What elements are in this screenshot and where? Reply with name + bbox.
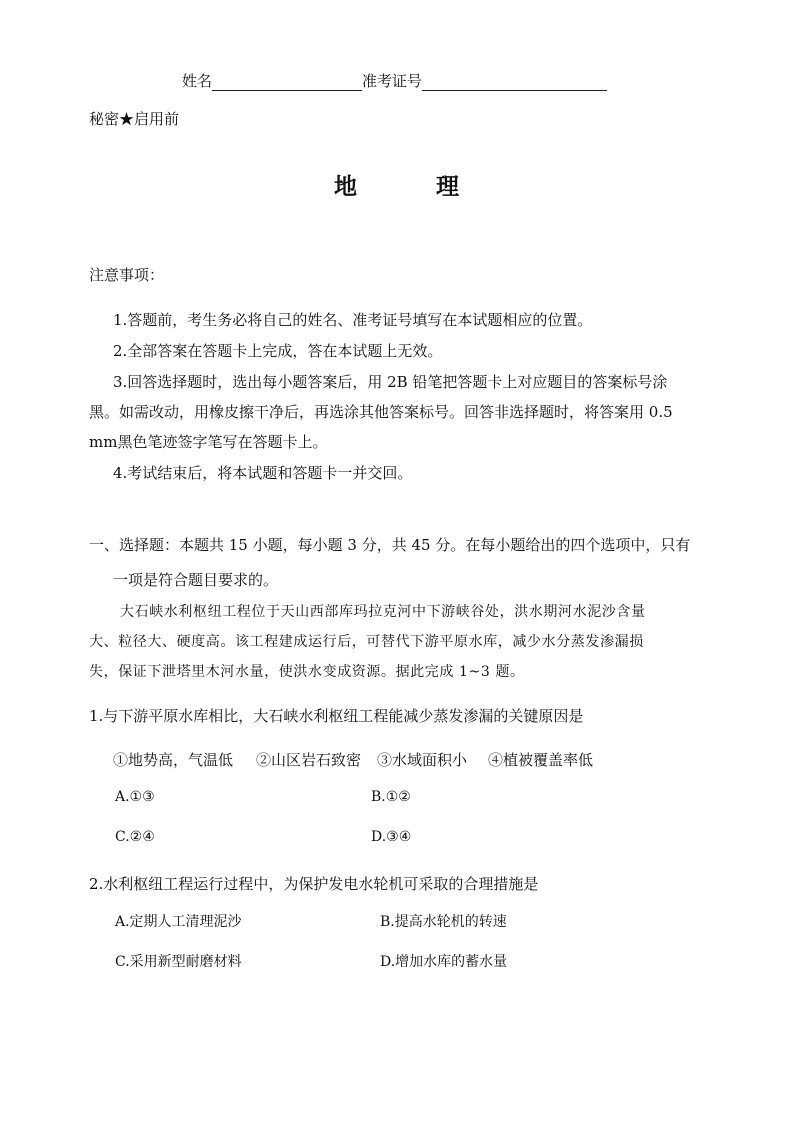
option-d[interactable]: D.③④ [371,829,412,845]
statement: ②山区岩石致密 [256,751,362,769]
passage-line: 大石峡水利枢纽工程位于天山西部库玛拉克河中下游峡谷处，洪水期河水泥沙含量 [120,604,646,620]
passage-line: 大、粒径大、硬度高。该工程建成运行后，可替代下游平原水库，减少水分蒸发渗漏损 [89,634,644,650]
option-c[interactable]: C.②④ [115,829,155,845]
option-c[interactable]: C.采用新型耐磨材料 [115,954,242,970]
name-label: 姓名 [182,72,213,90]
exam-title: 地 理 [334,173,487,200]
note-item: mm黑色笔迹签字笔写在答题卡上。 [89,433,328,451]
option-b[interactable]: B.①② [371,789,411,805]
option-a[interactable]: A.定期人工清理泥沙 [115,914,242,930]
note-item: 黑。如需改动，用橡皮擦干净后，再选涂其他答案标号。回答非选择题时，将答案用 0.5 [89,403,673,421]
exam-id-field[interactable] [422,73,607,91]
note-item: 3.回答选择题时，选出每小题答案后，用 2B 铅笔把答题卡上对应题目的答案标号涂 [113,373,668,391]
option-a[interactable]: A.①③ [115,789,155,805]
option-b[interactable]: B.提高水轮机的转速 [380,914,507,930]
confidential-mark: 秘密★启用前 [89,110,180,128]
section-heading-cont: 一项是符合题目要求的。 [113,571,279,589]
statement: ④植被覆盖率低 [488,751,594,769]
question-stem: 2.水利枢纽工程运行过程中，为保护发电水轮机可采取的合理措施是 [89,875,539,893]
section-heading: 一、选择题：本题共 15 小题，每小题 3 分，共 45 分。在每小题给出的四个选项中，只有 [89,536,691,554]
statement: ①地势高，气温低 [113,751,234,769]
notes-label: 注意事项： [89,266,165,284]
name-field[interactable] [212,73,362,91]
note-item: 1.答题前，考生务必将自己的姓名、准考证号填写在本试题相应的位置。 [113,311,593,329]
note-item: 2.全部答案在答题卡上完成，答在本试题上无效。 [113,342,443,360]
question-stem: 1.与下游平原水库相比，大石峡水利枢纽工程能减少蒸发渗漏的关键原因是 [89,707,584,725]
candidate-info-line [182,70,607,91]
statement: ③水域面积小 [377,751,468,769]
passage-line: 失，保证下泄塔里木河水量，使洪水变成资源。据此完成 1~3 题。 [89,664,525,680]
note-item: 4.考试结束后，将本试题和答题卡一并交回。 [113,464,413,482]
option-d[interactable]: D.增加水库的蓄水量 [380,954,508,970]
exam-id-label: 准考证号 [362,72,423,90]
